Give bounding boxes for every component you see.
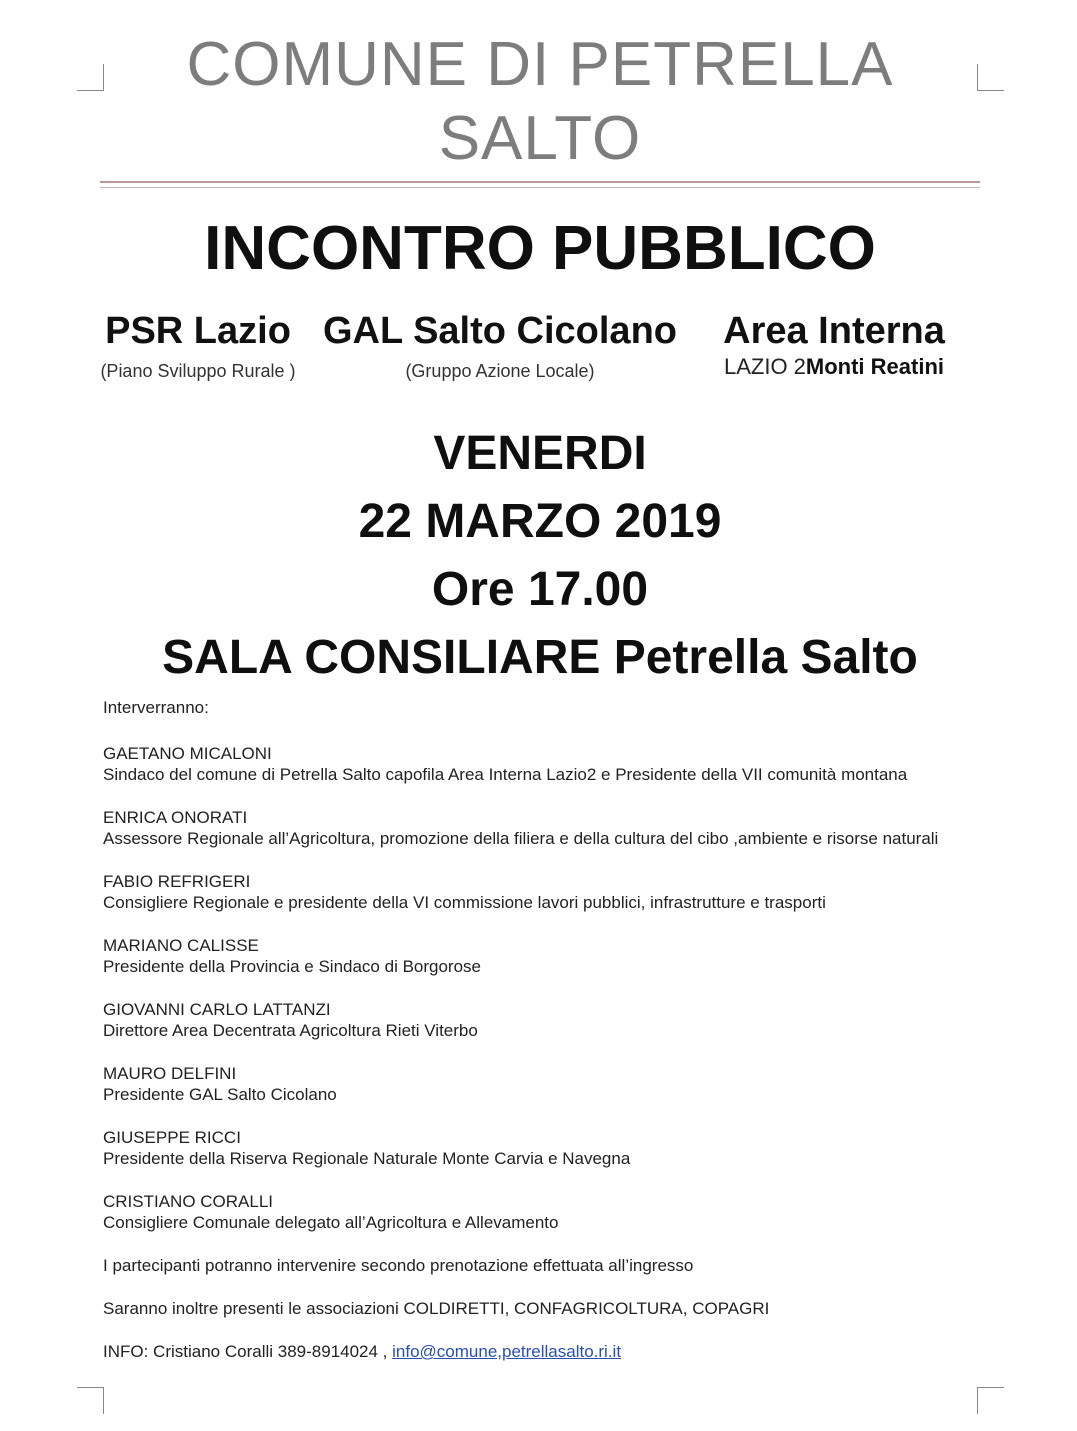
speaker-item [103,1191,973,1233]
speaker-name: MAURO DELFINI [103,1064,237,1083]
participants-note: I partecipanti potranno intervenire secondo prenotazione effettuata all’ingresso [103,1256,694,1275]
info-line [103,1341,973,1362]
speaker-item [103,871,973,913]
speaker-item [103,935,973,977]
program-area-sub-bold: Monti Reatini [805,354,945,379]
program-gal-sub: (Gruppo Azione Locale) [405,361,595,381]
corner-mark-bottom-left [77,1387,104,1414]
speaker-role: Presidente della Provincia e Sindaco di Borgorose [103,957,482,976]
speaker-name: GIOVANNI CARLO LATTANZI [103,1000,331,1019]
speaker-name: CRISTIANO CORALLI [103,1192,274,1211]
speaker-item [103,999,973,1041]
document-body [103,697,973,1384]
title-line-2: SALTO [438,104,642,173]
event-date: 22 MARZO 2019 [358,495,722,548]
speaker-item [103,1127,973,1169]
speaker-name: ENRICA ONORATI [103,808,248,827]
speaker-name: GIUSEPPE RICCI [103,1128,241,1147]
event-day: VENERDI [433,427,647,480]
speaker-item [103,1063,973,1105]
speaker-item [103,807,973,849]
speaker-role: Presidente della Riserva Regionale Naturale Monte Carvia e Navegna [103,1149,631,1168]
document-title [100,28,980,176]
program-psr-name: PSR Lazio [105,310,291,352]
speaker-name: MARIANO CALISSE [103,936,259,955]
corner-mark-top-right [977,64,1004,91]
speaker-role: Direttore Area Decentrata Agricoltura Rieti Viterbo [103,1021,478,1040]
title-line-1: COMUNE DI PETRELLA [186,30,894,99]
event-venue: SALA CONSILIARE Petrella Salto [162,631,918,684]
program-area-sub [706,354,962,380]
info-contact: INFO: Cristiano Coralli 389-8914024 , [103,1342,393,1361]
speaker-role: Sindaco del comune di Petrella Salto capofila Area Interna Lazio2 e Presidente della VII comunità montana [103,765,908,784]
event-time: Ore 17.00 [431,563,649,616]
program-area-sub-plain: LAZIO 2 [723,354,806,379]
associations-note: Saranno inoltre presenti le associazioni COLDIRETTI, CONFAGRICOLTURA, COPAGRI [103,1299,770,1318]
speaker-role: Presidente GAL Salto Cicolano [103,1085,337,1104]
info-email-link[interactable]: info@comune,petrellasalto.ri.it [392,1342,622,1361]
speaker-name: FABIO REFRIGERI [103,872,251,891]
speaker-role: Consigliere Regionale e presidente della VI commissione lavori pubblici, infrastrutture e trasporti [103,893,826,912]
title-divider [100,181,980,188]
program-psr [100,308,296,384]
program-area-interna [706,308,962,380]
speaker-role: Consigliere Comunale delegato all’Agricoltura e Allevamento [103,1213,559,1232]
program-area-name: Area Interna [723,310,945,352]
speakers-intro: Interverranno: [103,698,209,717]
corner-mark-bottom-right [977,1387,1004,1414]
program-psr-sub: (Piano Sviluppo Rurale ) [100,361,296,381]
speaker-role: Assessore Regionale all’Agricoltura, promozione della filiera e della cultura del cibo ,ambiente e risorse naturali [103,829,939,848]
speaker-item [103,743,973,785]
program-gal [322,308,678,384]
speaker-name: GAETANO MICALONI [103,744,272,763]
event-details [100,420,980,692]
headline: INCONTRO PUBBLICO [204,214,876,283]
program-gal-name: GAL Salto Cicolano [322,310,677,352]
